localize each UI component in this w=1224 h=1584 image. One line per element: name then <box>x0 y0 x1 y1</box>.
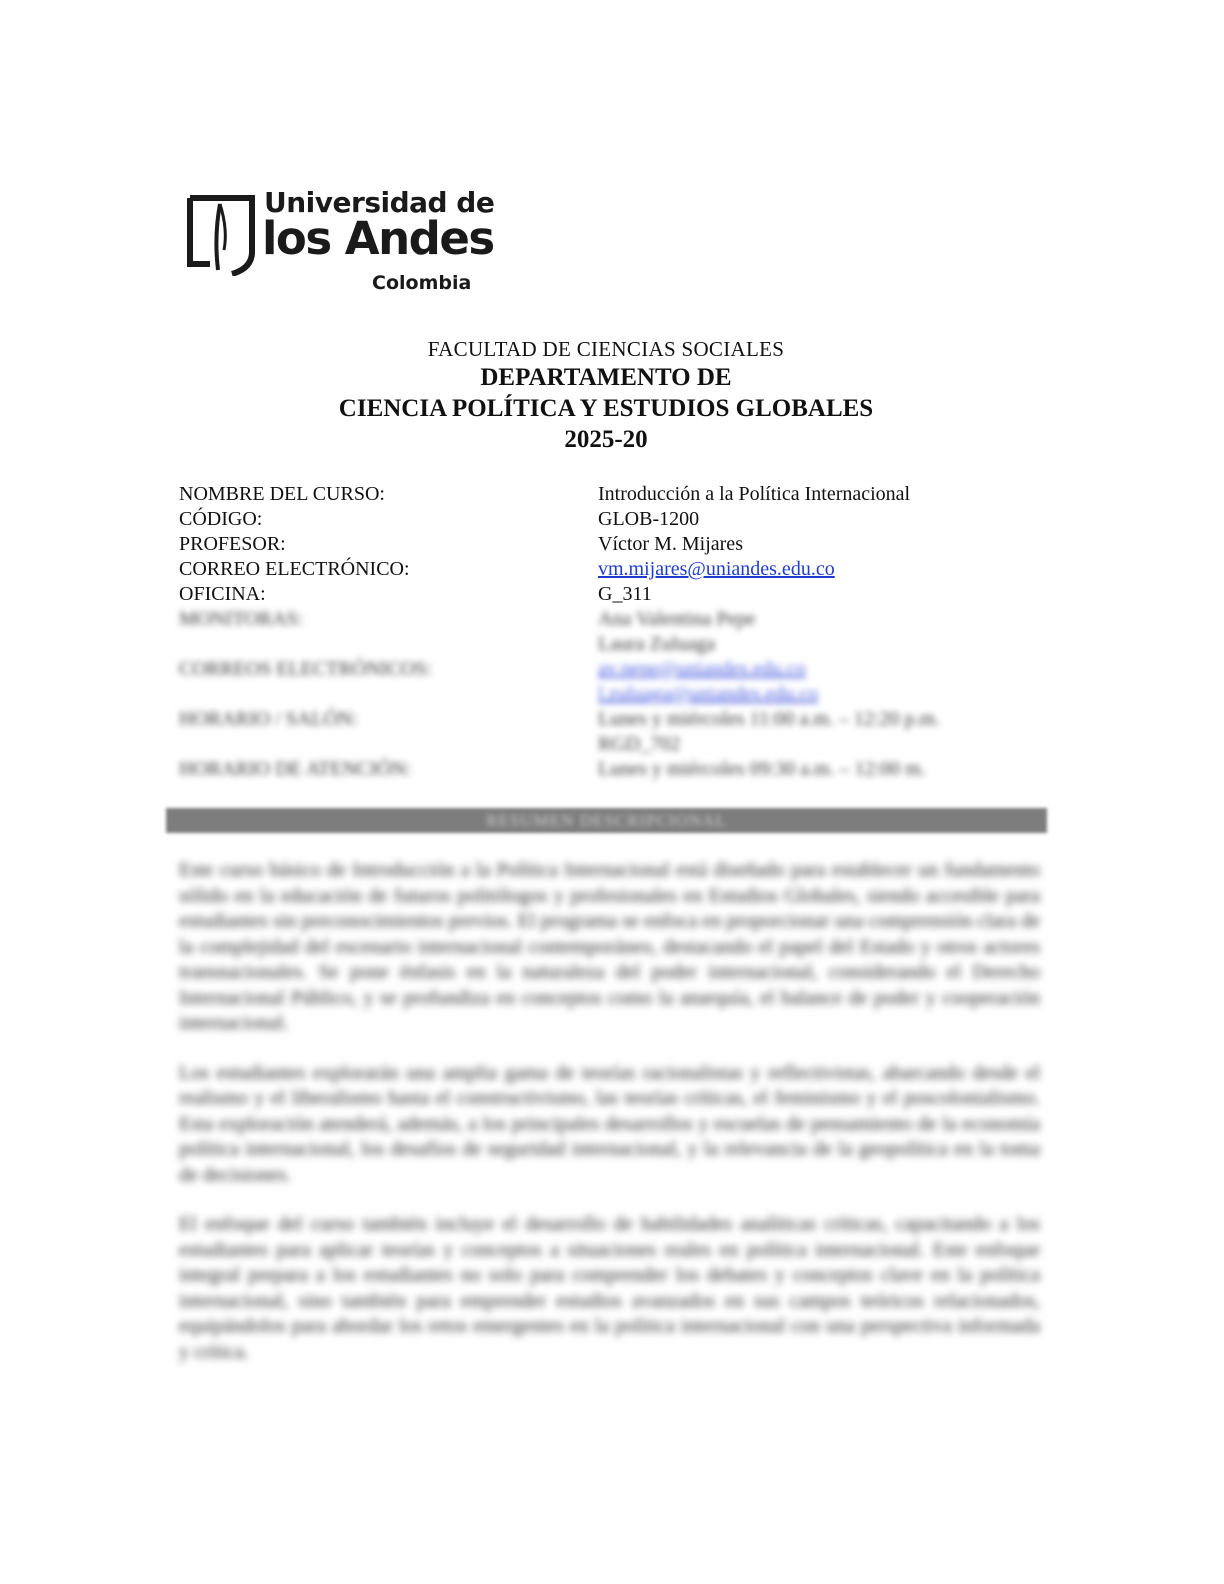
office-value: G_311 <box>598 583 652 605</box>
info-row-monitor-emails-2 <box>179 682 1039 707</box>
attention-label: HORARIO DE ATENCIÓN: <box>179 758 412 780</box>
monitors-label: MONITORAS: <box>179 608 304 630</box>
course-info-table <box>179 482 1039 782</box>
office-label: OFICINA: <box>179 583 266 605</box>
monitor-emails-label: CORREOS ELECTRÓNICOS: <box>179 658 432 680</box>
course-name-label: NOMBRE DEL CURSO: <box>179 483 385 505</box>
info-row-course-name <box>179 482 1039 507</box>
university-logo <box>186 186 495 298</box>
description-paragraph-3: El enfoque del curso también incluye el desarrollo de habilidades analíticas críticas, capacitando a los estudiantes para aplicar teorías y conceptos a situaciones reales en política internacional. Este enfoque integral prepara a los estudiantes no solo para comprender los debates y conceptos clave en la política internacional, sino también para emprender estudios avanzados en sus campos teóricos relacionados, equipándolos para abordar los retos emergentes en la política internacional con una perspectiva informada y crítica. <box>179 1213 1040 1363</box>
course-description <box>179 858 1040 1389</box>
document-header <box>0 336 1212 455</box>
info-row-monitors <box>179 607 1039 632</box>
schedule-value: Lunes y miércoles 11:00 a.m. – 12:20 p.m. <box>598 708 940 730</box>
code-label: CÓDIGO: <box>179 508 263 530</box>
code-value: GLOB-1200 <box>598 508 700 530</box>
department-title-line1: DEPARTAMENTO DE <box>480 364 732 391</box>
logo-text-line3: Colombia <box>372 272 472 294</box>
professor-label: PROFESOR: <box>179 533 286 555</box>
blurred-info-block <box>179 607 1039 782</box>
description-paragraph-1: Este curso básico de Introducción a la Política Internacional está diseñado para establecer un fundamento sólido en la educación de futuros politólogos y profesionales en Estudios Globales, siendo accesible para estudiantes sin preconocimientos previos. El programa se enfoca en proporcionar una comprensión clara de la complejidad del escenario internacional contemporáneo, destacando el papel del Estado y otros actores transnacionales. Se pone énfasis en la naturaleza del poder internacional, considerando el Derecho Internacional Público, y se profundiza en conceptos como la anarquía, el balance de poder y cooperación internacional. <box>179 859 1040 1034</box>
section-title-bar <box>166 808 1047 833</box>
logo-text-line1: Universidad de <box>264 186 495 219</box>
term-title: 2025-20 <box>564 426 648 453</box>
attention-value: Lunes y miércoles 09:30 a.m. – 12:00 m. <box>598 758 926 780</box>
department-title-line2: CIENCIA POLÍTICA Y ESTUDIOS GLOBALES <box>338 395 874 422</box>
info-row-room <box>179 732 1039 757</box>
monitor-2-value: Laura Zuluaga <box>598 633 716 655</box>
professor-email-link[interactable]: vm.mijares@uniandes.edu.co <box>598 558 835 580</box>
info-row-attention <box>179 757 1039 782</box>
info-row-schedule <box>179 707 1039 732</box>
info-row-monitor-emails <box>179 657 1039 682</box>
email-label: CORREO ELECTRÓNICO: <box>179 558 410 580</box>
university-shield-icon <box>186 190 256 276</box>
section-title: RESUMEN DESCRIPCIONAL <box>486 811 727 830</box>
info-row-professor <box>179 532 1039 557</box>
course-name-value: Introducción a la Política Internacional <box>598 483 911 505</box>
monitor-email-1-link[interactable]: av.pepe@uniandes.edu.co <box>598 658 806 680</box>
monitor-1-value: Ana Valentina Pepe <box>598 608 756 630</box>
description-paragraph-2: Los estudiantes explorarán una amplia gama de teorías racionalistas y reflectivistas, abarcando desde el realismo y el liberalismo hasta el constructivismo, las teorías críticas, el feminismo y el poscolonialismo. Esta exploración atenderá, además, a los principales desarrollos y escuelas de pensamiento de la economía política internacional, los desafíos de seguridad internacional, y la relevancia de la geopolítica en la toma de decisiones. <box>179 1061 1040 1186</box>
logo-text-line2: los Andes <box>262 212 494 265</box>
info-row-monitors-2 <box>179 632 1039 657</box>
monitor-email-2-link[interactable]: l.zuluaga@uniandes.edu.co <box>598 683 819 705</box>
faculty-title: FACULTAD DE CIENCIAS SOCIALES <box>427 337 785 361</box>
info-row-code <box>179 507 1039 532</box>
schedule-label: HORARIO / SALÓN: <box>179 708 358 730</box>
info-row-office <box>179 582 1039 607</box>
room-value: RGD_702 <box>598 733 681 755</box>
professor-value: Víctor M. Mijares <box>598 533 743 555</box>
info-row-email <box>179 557 1039 582</box>
